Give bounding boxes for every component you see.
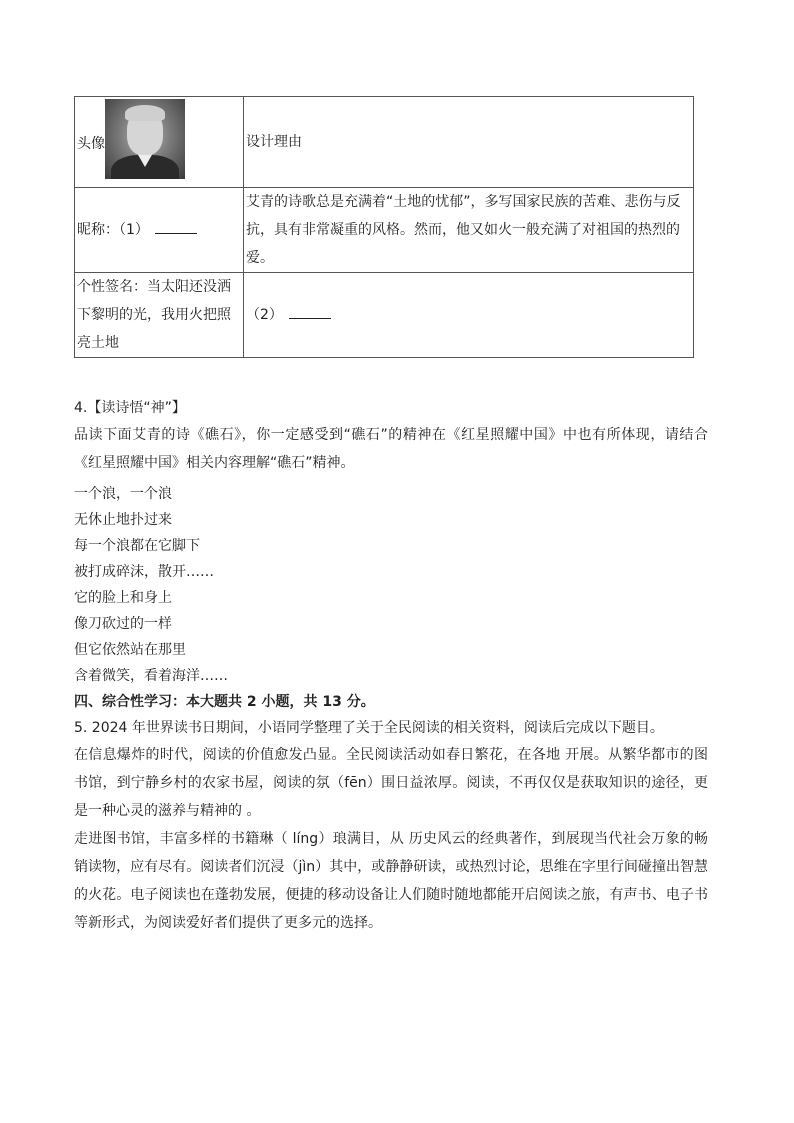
poem-line: 像刀砍过的一样 (74, 616, 172, 632)
question-4-prompt: 品读下面艾青的诗《礁石》，你一定感受到“礁石”的精神在《红星照耀中国》中也有所体现，请结合《红星照耀中国》相关内容理解“礁石”精神。 (74, 427, 708, 471)
avatar-label: 头像 (77, 136, 105, 152)
answer-blank-1[interactable] (155, 219, 197, 234)
design-reason-text: 艾青的诗歌总是充满着“土地的忧郁”，多写国家民族的苦难、悲伤与反抗，具有非常凝重的风格。然而，他又如火一般充满了对祖国的热烈的爱。 (244, 188, 694, 273)
answer-label-2: （2） (246, 307, 283, 323)
poem-line: 每一个浪都在它脚下 (74, 538, 200, 554)
main-content (74, 395, 708, 937)
question-5-paragraph-2: 走进图书馆，丰富多样的书籍琳（ líng）琅满目，从 历史风云的经典著作，到展现当代社会万象的畅销读物，应有尽有。阅读者们沉浸（jìn）其中，或静静研读，或热烈讨论，思维在字里行间碰撞出智慧的火花。电子阅读也在蓬勃发展，便捷的移动设备让人们随时随地都能开启阅读之旅，有声书、电子书等新形式，为阅读爱好者们提供了更多元的选择。 (74, 831, 708, 931)
table-row (75, 188, 694, 273)
nickname-cell (75, 188, 244, 273)
signature-cell: 个性签名：当太阳还没洒下黎明的光，我用火把照亮土地 (75, 273, 244, 358)
profile-card-table (74, 96, 694, 358)
question-4-title: 4.【读诗悟“神”】 (74, 400, 186, 416)
poem-line: 无休止地扑过来 (74, 512, 172, 528)
poem-line: 含着微笑，看着海洋…… (74, 668, 228, 684)
answer-blank-2[interactable] (289, 304, 331, 319)
question-5-intro: 5. 2024 年世界读书日期间，小语同学整理了关于全民阅读的相关资料，阅读后完成以下题目。 (74, 720, 664, 736)
table-row (75, 273, 694, 358)
answer-cell-2 (244, 273, 694, 358)
poem-line: 但它依然站在那里 (74, 642, 186, 658)
poem (74, 481, 708, 689)
question-5-paragraph-1: 在信息爆炸的时代，阅读的价值愈发凸显。全民阅读活动如春日繁花，在各地 开展。从繁华都市的图书馆，到宁静乡村的农家书屋，阅读的氛（fēn）围日益浓厚。阅读，不再仅仅是获取知识的途径，更是一种心灵的滋养与精神的 。 (74, 747, 708, 819)
design-reason-header: 设计理由 (244, 97, 694, 188)
table-row (75, 97, 694, 188)
poem-line: 一个浪，一个浪 (74, 486, 172, 502)
section-4-heading: 四、综合性学习：本大题共 2 小题，共 13 分。 (74, 694, 375, 710)
nickname-label: 昵称：（1） (77, 222, 149, 238)
poem-line: 它的脸上和身上 (74, 590, 172, 606)
poem-line: 被打成碎沫，散开…… (74, 564, 214, 580)
avatar-photo (105, 99, 185, 179)
avatar-cell (75, 97, 244, 188)
